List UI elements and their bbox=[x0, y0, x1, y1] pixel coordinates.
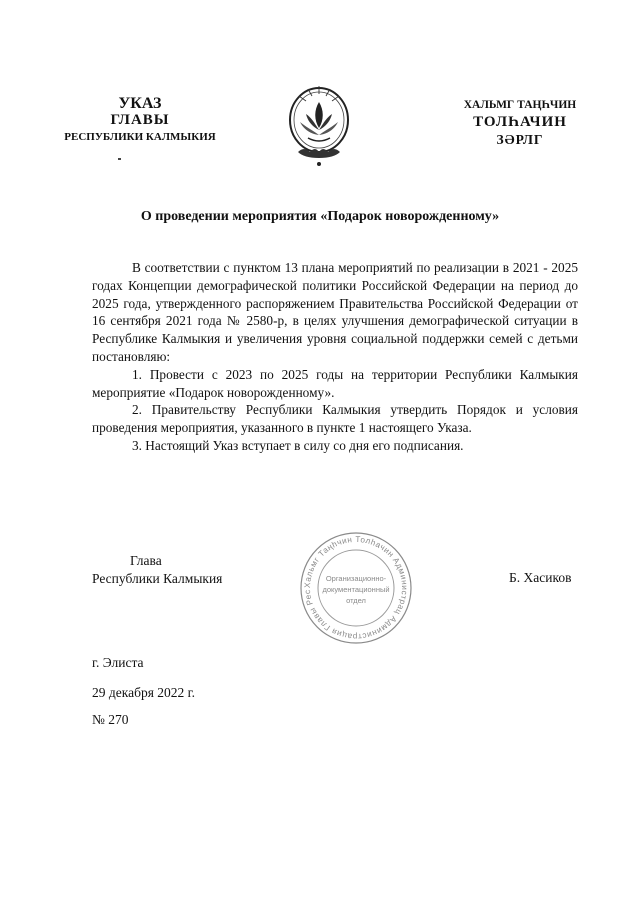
stamp-ring-text: Хальмг Таңһчин Толһачин Администрац Администрация Главы Рес bbox=[302, 534, 410, 642]
document-title: О проведении мероприятия «Подарок новорожденному» bbox=[140, 209, 500, 224]
official-stamp bbox=[296, 528, 416, 648]
scan-speck bbox=[118, 158, 121, 160]
preamble-paragraph: В соответствии с пунктом 13 плана мероприятий по реализации в 2021 - 2025 годах Концепции демографической политики Российской Федерации на период до 2025 года, утвержденного распоряжением Правительства Российской Федерации от 16 сентября 2021 года № 2580-р, в целях улучшения демографической ситуации в Республике Калмыкия и увеличения уровня социальной поддержки семей с детьми постановляю: bbox=[92, 260, 578, 364]
document-number: № 270 bbox=[92, 712, 129, 727]
coat-of-arms-icon bbox=[284, 80, 354, 170]
issuer-line-3: РЕСПУБЛИКИ КАЛМЫКИЯ bbox=[64, 131, 216, 143]
signatory-title bbox=[92, 552, 222, 588]
stamp-center-line-2: документационный bbox=[322, 585, 390, 594]
issuer-line-2: ГЛАВЫ bbox=[110, 112, 170, 128]
document-date: 29 декабря 2022 г. bbox=[92, 685, 196, 700]
signatory-title-line-1: Глава bbox=[130, 553, 162, 568]
clause-3: 3. Настоящий Указ вступает в силу со дня его подписания. bbox=[132, 437, 464, 453]
document-body bbox=[92, 259, 578, 455]
stamp-center-line-1: Организационно- bbox=[325, 574, 387, 583]
signatory-title-line-2: Республики Калмыкия bbox=[92, 571, 223, 586]
clause-2: 2. Правительству Республики Калмыкия утвердить Порядок и условия проведения мероприятия, указанного в пункте 1 настоящего Указа. bbox=[92, 402, 578, 436]
issuer-kalmyk-line-1: ХАЛЬМГ ТАҢҺЧИН bbox=[463, 99, 577, 111]
signatory-name: Б. Хасиков bbox=[509, 570, 572, 585]
issuer-line-1: УКАЗ bbox=[118, 95, 162, 112]
document-place: г. Элиста bbox=[92, 655, 144, 670]
clause-1: 1. Провести с 2023 по 2025 годы на территории Республики Калмыкия мероприятие «Подарок новорожденному». bbox=[92, 366, 578, 400]
stamp-center-line-3: отдел bbox=[346, 596, 366, 605]
issuer-kalmyk-line-3: ЗӘРЛГ bbox=[496, 132, 544, 147]
issuer-block-russian bbox=[40, 95, 240, 146]
issuer-block-kalmyk bbox=[445, 97, 595, 148]
issuer-kalmyk-line-2: ТОЛҺАЧИН bbox=[473, 114, 567, 130]
